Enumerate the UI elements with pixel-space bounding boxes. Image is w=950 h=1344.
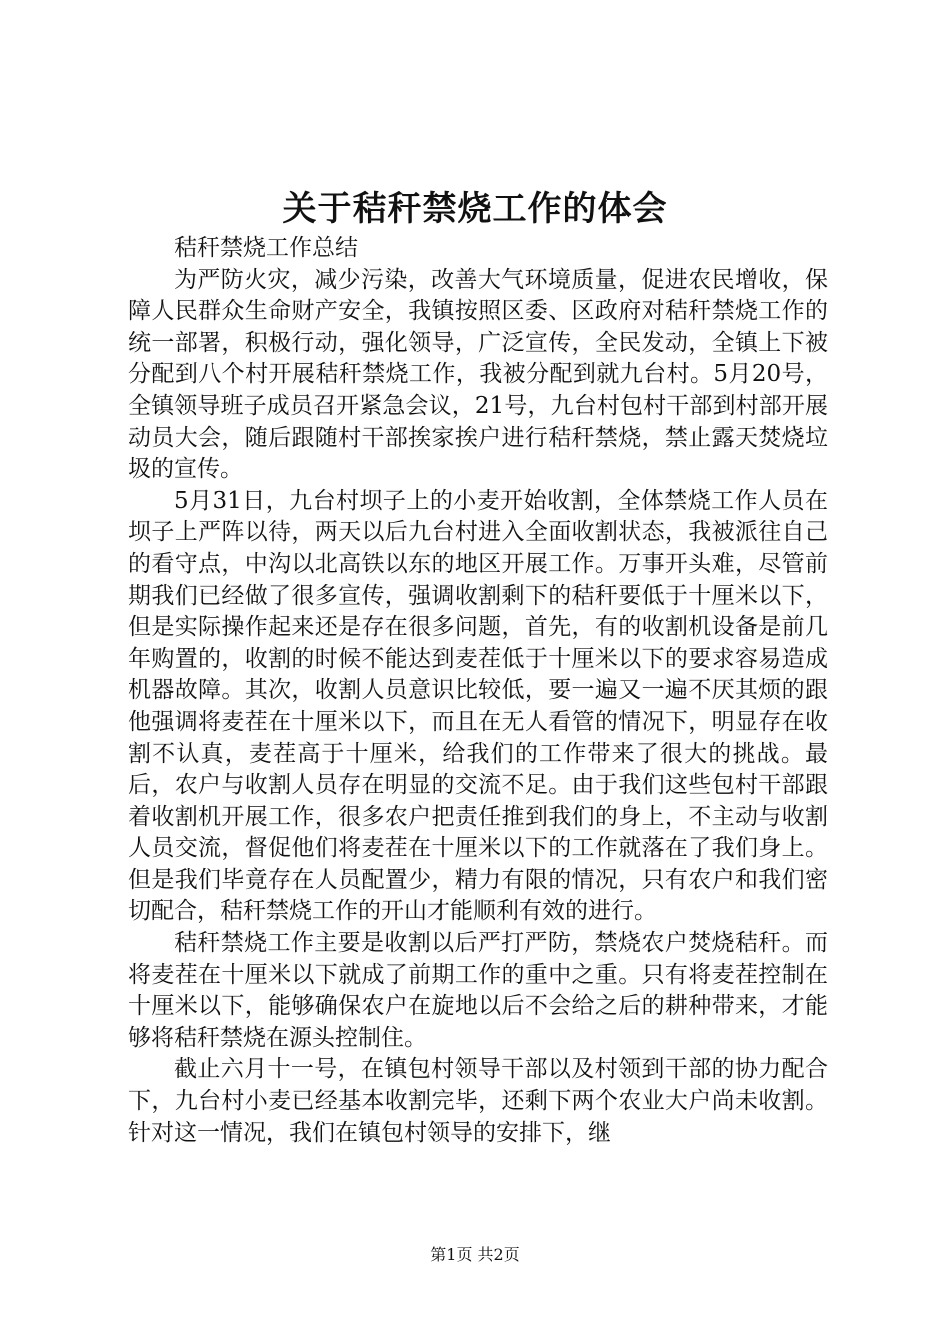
paragraph-1: 为严防火灾，减少污染，改善大气环境质量，促进农民增收，保障人民群众生命财产安全，我镇按照区委、区政府对秸秆禁烧工作的统一部署，积极行动，强化领导，广泛宣传，全民发动，全镇上下被分配到八个村开展秸秆禁烧工作，我被分配到就九台村。5月20号，全镇领导班子成员召开紧急会议，21号，九台村包村干部到村部开展动员大会，随后跟随村干部挨家挨户进行秸秆禁烧，禁止露天焚烧垃圾的宣传。 [128,266,828,483]
paragraph-4: 截止六月十一号，在镇包村领导干部以及村领到干部的协力配合下，九台村小麦已经基本收割完毕，还剩下两个农业大户尚未收割。针对这一情况，我们在镇包村领导的安排下，继 [128,1056,828,1146]
paragraph-2: 5月31日，九台村坝子上的小麦开始收割，全体禁烧工作人员在坝子上严阵以待，两天以后九台村进入全面收割状态，我被派往自己的看守点，中沟以北高铁以东的地区开展工作。万事开头难，尽管前期我们已经做了很多宣传，强调收割剩下的秸秆要低于十厘米以下，但是实际操作起来还是存在很多问题，首先，有的收割机设备是前几年购置的，收割的时候不能达到麦茬低于十厘米以下的要求容易造成机器故障。其次，收割人员意识比较低，要一遍又一遍不厌其烦的跟他强调将麦茬在十厘米以下，而且在无人看管的情况下，明显存在收割不认真，麦茬高于十厘米，给我们的工作带来了很大的挑战。最后，农户与收割人员存在明显的交流不足。由于我们这些包村干部跟着收割机开展工作，很多农户把责任推到我们的身上，不主动与收割人员交流，督促他们将麦茬在十厘米以下的工作就落在了我们身上。但是我们毕竟存在人员配置少，精力有限的情况，只有农户和我们密切配合，秸秆禁烧工作的开山才能顺利有效的进行。 [128,487,828,925]
document-title: 关于秸秆禁烧工作的体会 [282,189,668,229]
section-subtitle: 秸秆禁烧工作总结 [174,235,358,261]
paragraph-3: 秸秆禁烧工作主要是收割以后严打严防，禁烧农户焚烧秸秆。而将麦茬在十厘米以下就成了前期工作的重中之重。只有将麦茬控制在十厘米以下，能够确保农户在旋地以后不会给之后的耕种带来，才能够将秸秆禁烧在源头控制住。 [128,930,828,1051]
document-body [128,233,828,1149]
page-number-footer: 第1页 共2页 [430,1245,520,1264]
